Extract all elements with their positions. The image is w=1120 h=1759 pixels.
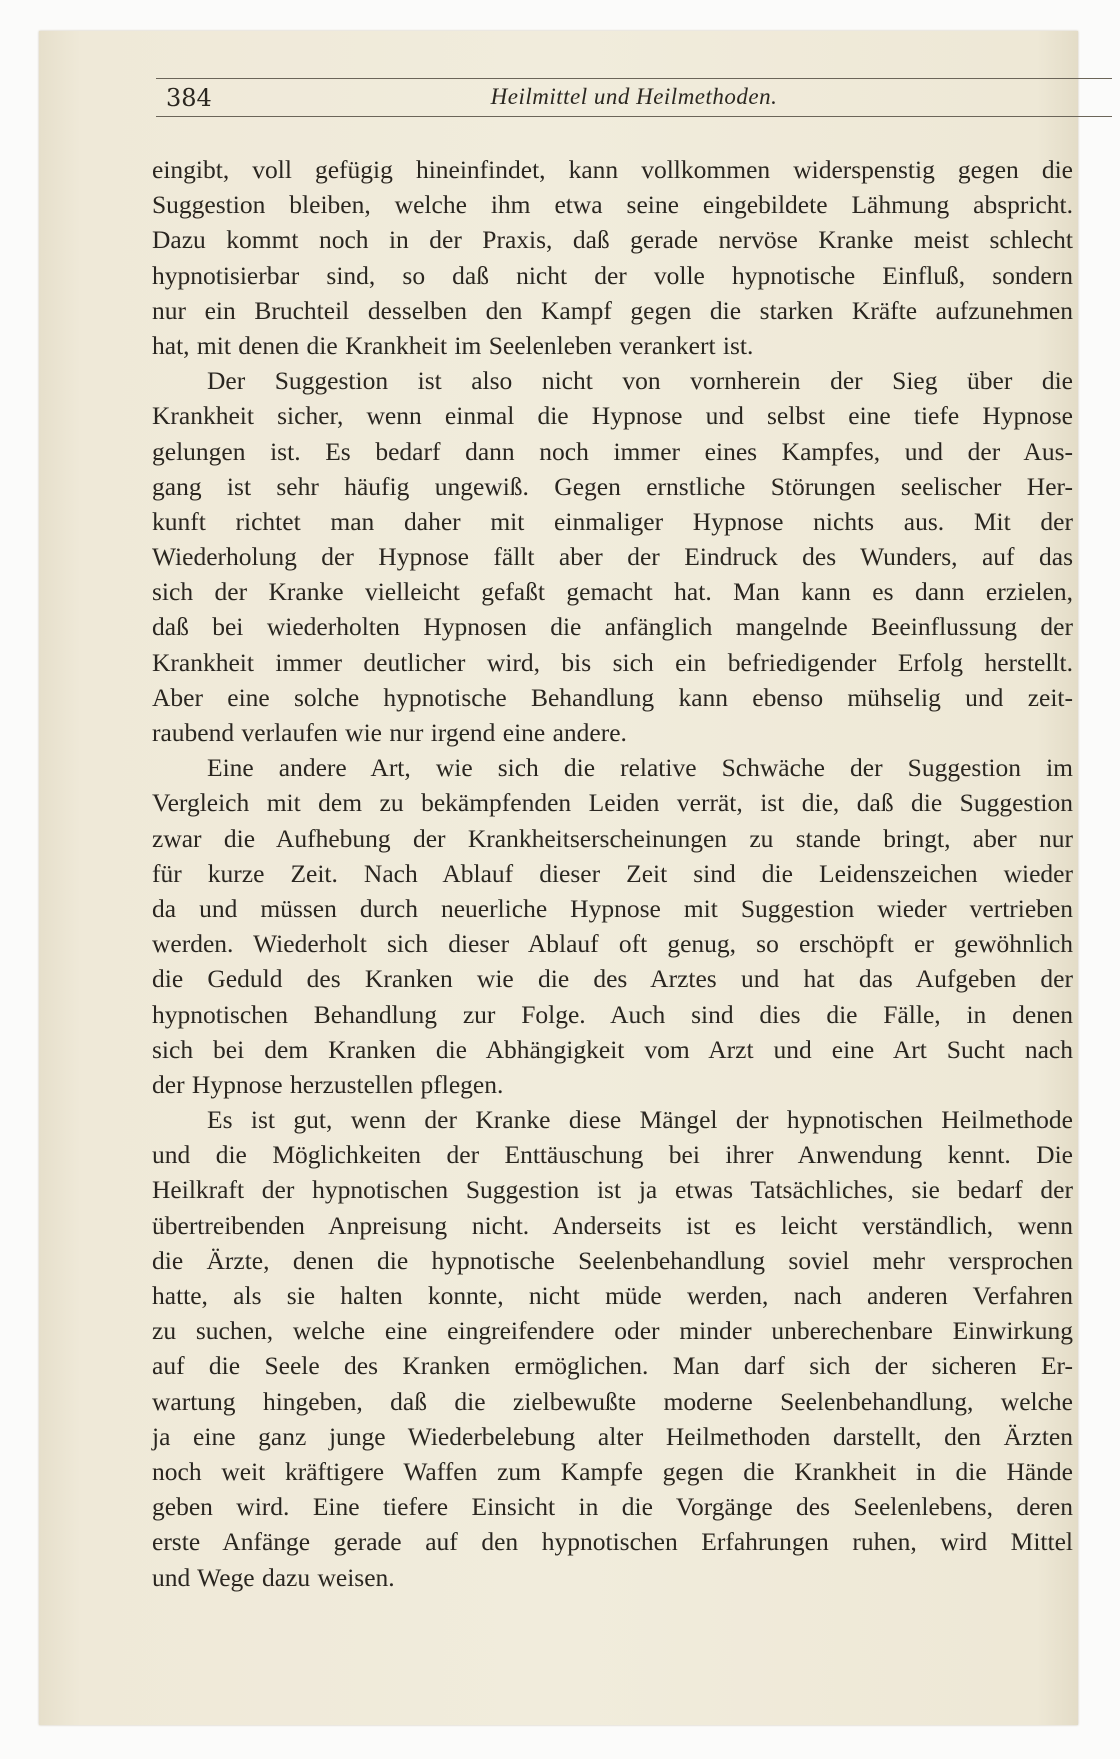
text-line: für kurze Zeit. Nach Ablauf dieser Zeit sind die Leidenszeichen wieder [152, 858, 1073, 888]
body-text [152, 152, 1073, 1595]
text-line: Krankheit immer deutlicher wird, bis sich ein befriedigender Erfolg herstellt. [152, 647, 1073, 677]
text-line: Vergleich mit dem zu bekämpfenden Leiden verrät, ist die, daß die Suggestion [152, 788, 1073, 818]
text-line: sich bei dem Kranken die Abhängigkeit vom Arzt und eine Art Sucht nach [152, 1034, 1073, 1064]
text-line: raubend verlaufen wie nur irgend eine andere. [152, 718, 627, 747]
text-line: hatte, als sie halten konnte, nicht müde werden, nach anderen Verfahren [152, 1281, 1073, 1310]
text-line: Aber eine solche hypnotische Behandlung kann ebenso mühselig und zeit- [152, 682, 1073, 712]
paragraph [152, 1102, 1073, 1595]
paragraph [152, 363, 1073, 750]
text-line: noch weit kräftigere Waffen zum Kampfe gegen die Krankheit in die Hände [152, 1456, 1073, 1486]
text-line: gang ist sehr häufig ungewiß. Gegen ernstliche Störungen seelischer Her- [152, 471, 1073, 501]
text-line: Dazu kommt noch in der Praxis, daß gerade nervöse Kranke meist schlecht [152, 225, 1073, 255]
text-line: hat, mit denen die Krankheit im Seelenleben verankert ist. [152, 330, 754, 360]
text-line: und Wege dazu weisen. [152, 1562, 395, 1592]
text-line: zu suchen, welche eine eingreifendere oder minder unberechenbare Einwirkung [152, 1316, 1073, 1346]
text-line: und die Möglichkeiten der Enttäuschung bei ihrer Anwendung kennt. Die [152, 1140, 1073, 1170]
text-line: Der Suggestion ist also nicht von vornherein der Sieg über die [207, 366, 1073, 396]
text-line: der Hypnose herzustellen pflegen. [152, 1069, 504, 1099]
text-line: geben wird. Eine tiefere Einsicht in die Vorgänge des Seelenlebens, deren [152, 1492, 1073, 1522]
text-line: Es ist gut, wenn der Kranke diese Mängel der hypnotischen Heilmethode [207, 1105, 1073, 1135]
text-line: kunft richtet man daher mit einmaliger Hypnose nichts aus. Mit der [152, 506, 1073, 536]
text-line: eingibt, voll gefügig hineinfindet, kann vollkommen widerspenstig gegen die [152, 155, 1073, 184]
text-line: nur ein Bruchteil desselben den Kampf gegen die starken Kräfte aufzunehmen [152, 295, 1073, 325]
book-page [39, 31, 1078, 1725]
page-number: 384 [166, 84, 212, 112]
text-line: übertreibenden Anpreisung nicht. Anderseits ist es leicht verständlich, wenn [152, 1210, 1073, 1240]
text-line: hypnotischen Behandlung zur Folge. Auch sind dies die Fälle, in denen [152, 999, 1073, 1029]
text-line: wartung hingeben, daß die zielbewußte moderne Seelenbehandlung, welche [152, 1386, 1073, 1416]
text-line: die Geduld des Kranken wie die des Arztes und hat das Aufgeben der [152, 964, 1073, 994]
text-line: Heilkraft der hypnotischen Suggestion ist ja etwas Tatsächliches, sie bedarf der [152, 1175, 1073, 1205]
header-bottom-rule [156, 116, 1112, 117]
text-line: Suggestion bleiben, welche ihm etwa seine eingebildete Lähmung abspricht. [152, 190, 1073, 220]
text-line: die Ärzte, denen die hypnotische Seelenbehandlung soviel mehr versprochen [152, 1245, 1073, 1275]
text-line: sich der Kranke vielleicht gefaßt gemacht hat. Man kann es dann erzielen, [152, 577, 1073, 607]
text-line: erste Anfänge gerade auf den hypnotischen Erfahrungen ruhen, wird Mittel [152, 1527, 1073, 1557]
text-line: ja eine ganz junge Wiederbelebung alter Heilmethoden darstellt, den Ärzten [152, 1421, 1073, 1451]
header-top-rule [156, 78, 1112, 79]
paragraph [152, 152, 1073, 363]
running-title: Heilmittel und Heilmethoden. [490, 84, 778, 109]
text-line: hypnotisierbar sind, so daß nicht der volle hypnotische Einfluß, sondern [152, 260, 1073, 290]
paragraph [152, 750, 1073, 1102]
text-line: da und müssen durch neuerliche Hypnose mit Suggestion wieder vertrieben [152, 893, 1073, 923]
text-line: auf die Seele des Kranken ermöglichen. Man darf sich der sicheren Er- [152, 1351, 1073, 1381]
text-line: Krankheit sicher, wenn einmal die Hypnose und selbst eine tiefe Hypnose [152, 401, 1073, 431]
text-line: werden. Wiederholt sich dieser Ablauf oft genug, so erschöpft er gewöhnlich [152, 929, 1073, 959]
text-line: zwar die Aufhebung der Krankheitserscheinungen zu stande bringt, aber nur [152, 823, 1073, 853]
text-line: gelungen ist. Es bedarf dann noch immer eines Kampfes, und der Aus- [152, 436, 1073, 466]
text-line: Eine andere Art, wie sich die relative Schwäche der Suggestion im [207, 753, 1073, 783]
text-line: Wiederholung der Hypnose fällt aber der Eindruck des Wunders, auf das [152, 542, 1073, 572]
text-line: daß bei wiederholten Hypnosen die anfänglich mangelnde Beeinflussung der [152, 612, 1073, 642]
